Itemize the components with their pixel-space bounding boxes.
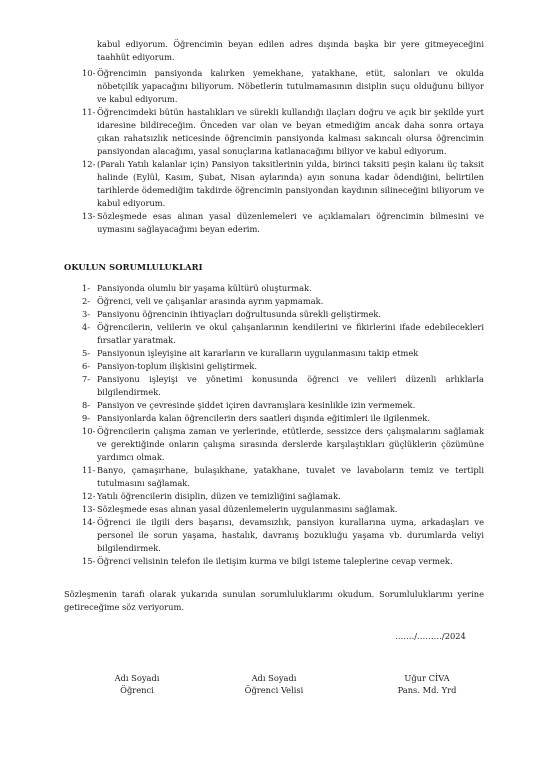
list-item (82, 347, 484, 360)
item-text: Öğrencilerin, velilerin ve okul çalışanlarının kendilerini ve fikirlerini ifade edebilecekleri fırsatlar yaratmak. (97, 322, 484, 345)
signature-vice-principal (367, 672, 487, 696)
item-number: 12- (82, 491, 96, 501)
list-item (82, 158, 484, 210)
item-number: 7- (82, 374, 91, 384)
item-text: Pansiyonda olumlu bir yaşama kültürü oluşturmak. (97, 283, 312, 293)
list-item (82, 503, 484, 516)
item-number: 15- (82, 556, 96, 566)
list-item (82, 360, 484, 373)
item-text: Pansiyonlarda kalan öğrencilerin ders saatleri dışında eğitimleri ile ilgilenmek. (97, 413, 430, 423)
signature-role-label: Öğrenci Velisi (244, 685, 304, 695)
item-number: 10- (82, 426, 96, 436)
section-title: OKULUN SORUMLULUKLARI (64, 262, 203, 272)
item-number: 9- (82, 413, 91, 423)
list-item (82, 282, 484, 295)
item-text: Öğrencimin pansiyonda kalırken yemekhane, yatakhane, etüt, salonları ve okulda nöbetçilik yapacağını biliyorum. Nöbetlerin tutulmamasının disiplin suçu olduğunu biliyor ve kabul ediyorum. (97, 68, 484, 104)
item-text: Pansiyon ve çevresinde şiddet içiren davranışlara kesinlikle izin vermemek. (97, 400, 416, 410)
item-text: Yatılı öğrencilerin disiplin, düzen ve temizliğini sağlamak. (97, 491, 341, 501)
list-item (82, 210, 484, 236)
list-item (82, 516, 484, 555)
item-text: (Paralı Yatılı kalanlar için) Pansiyon taksitlerinin yılda, birinci taksiti peşin kalanı üç taksit halinde (Eylül, Kasım, Şubat, Nisan aylarında) ayın sonuna kadar ödendiğini, belirtilen tarihlerde ödemediğim takdirde öğrencimin pansiyondan kaydının silineceğini biliyorum ve kabul ediyorum. (97, 159, 484, 208)
item-text: Öğrenci ile ilgili ders başarısı, devamsızlık, pansiyon kurallarına uyma, arkadaşları ve personel ile sorun yaşama, hastalık, davranış bozukluğu yaşama vb. durumlarda veliyi bilgilendirmek. (97, 517, 484, 553)
list-item (82, 321, 484, 347)
item-number: 13- (82, 504, 96, 514)
closing-statement: Sözleşmenin tarafı olarak yukarıda sunulan sorumluluklarımı okudum. Sorumluluklarımı yerine getireceğime söz veriyorum. (64, 589, 484, 612)
list-item (82, 425, 484, 464)
student-responsibilities-list (82, 67, 484, 236)
item-number: 3- (82, 309, 91, 319)
list-item (82, 464, 484, 490)
list-item (82, 295, 484, 308)
item-number: 10- (82, 68, 96, 78)
list-item (82, 490, 484, 503)
list-item (82, 67, 484, 106)
signature-role-label: Pans. Md. Yrd (397, 685, 457, 695)
list-item (82, 399, 484, 412)
item-number: 11- (82, 107, 96, 117)
item-text: Öğrencilerin çalışma zaman ve yerlerinde, etütlerde, sessizce ders çalışmalarını sağlamak ve gerektiğinde onların çalışma sırasında derslerde karşılaştıkları güçlüklerin çözümüne yardımcı olmak. (97, 426, 484, 462)
list-item (82, 373, 484, 399)
item-number: 2- (82, 296, 91, 306)
item-text: Öğrenci, veli ve çalışanlar arasında ayrım yapmamak. (97, 296, 324, 306)
item-number: 6- (82, 361, 91, 371)
signature-parent (214, 672, 334, 696)
signature-name-label: Adı Soyadı (251, 673, 297, 683)
signature-name-label: Uğur CİVA (404, 673, 450, 683)
item-number: 1- (82, 283, 91, 293)
item-number: 11- (82, 465, 96, 475)
item-number: 12- (82, 159, 96, 169)
item-text: Pansiyonu öğrencinin ihtiyaçları doğrultusunda sürekli geliştirmek. (97, 309, 382, 319)
signature-name-label: Adı Soyadı (114, 673, 160, 683)
list-item (82, 308, 484, 321)
item-text: Banyo, çamaşırhane, bulaşıkhane, yatakhane, tuvalet ve lavaboların temiz ve tertipli tutulmasını sağlamak. (97, 465, 484, 488)
signature-student (77, 672, 197, 696)
item-number: 5- (82, 348, 91, 358)
item-text: Öğrenci velisinin telefon ile iletişim kurma ve bilgi isteme taleplerine cevap vermek. (97, 556, 453, 566)
item-text: Pansiyonun işleyişine ait kararların ve kuralların uygulanmasını takip etmek (97, 348, 419, 358)
item-number: 4- (82, 322, 91, 332)
item-text: Sözleşmede esas alınan yasal düzenlemelerin uygulanmasını sağlamak. (97, 504, 398, 514)
list-item (82, 412, 484, 425)
continuation-paragraph: kabul ediyorum. Öğrencimin beyan edilen adres dışında başka bir yere gitmeyeceğini taahhüt ediyorum. (97, 39, 484, 62)
item-text: Pansiyonu işleyişi ve yönetimi konusunda öğrenci ve velileri düzenli arlıklarla bilgilendirmek. (97, 374, 484, 397)
item-number: 8- (82, 400, 91, 410)
list-item (82, 555, 484, 568)
item-text: Sözleşmede esas alınan yasal düzenlemeleri ve açıklamaları öğrencimin bilmesini ve uymasını sağlayacağımı beyan ederim. (97, 211, 484, 234)
signature-role-label: Öğrenci (120, 685, 154, 695)
date-line: ……./………/2024 (395, 631, 466, 641)
item-number: 14- (82, 517, 96, 527)
list-item (82, 106, 484, 158)
item-text: Pansiyon-toplum ilişkisini geliştirmek. (97, 361, 258, 371)
school-responsibilities-list (82, 282, 484, 568)
item-text: Öğrencimdeki bütün hastalıkları ve sürekli kullandığı ilaçları doğru ve açık bir şekilde yurt idaresine bildireceğim. Önceden var olan ve beyan etmediğim ancak daha sonra ortaya çıkan rahatsızlık neticesinde öğrencimin pansiyonda kalması sakıncalı olursa öğrencimin pansiyondan alacağımı, yasal sonuçlarına katlanacağımı biliyor ve kabul ediyorum. (97, 107, 484, 156)
item-number: 13- (82, 211, 96, 221)
